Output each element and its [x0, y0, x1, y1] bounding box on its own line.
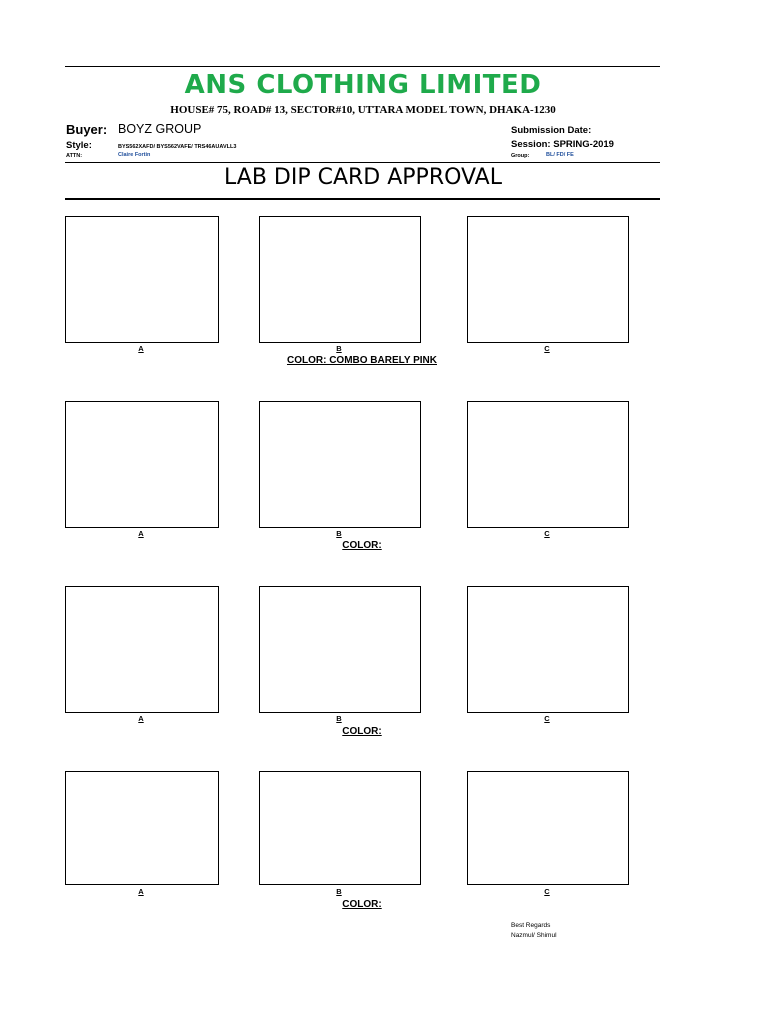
- swatch-box-c[interactable]: [467, 401, 629, 528]
- swatch-box-c[interactable]: [467, 586, 629, 713]
- title-bottom-rule: [65, 198, 660, 200]
- buyer-value: BOYZ GROUP: [118, 122, 202, 136]
- color-label: COLOR:: [342, 899, 382, 910]
- swatch-label-c: C: [544, 529, 550, 538]
- swatch-label-c: C: [544, 714, 550, 723]
- style-value: BYS562XAFD/ BYS562VAFE/ TRS46AUAVLL3: [118, 144, 237, 150]
- swatch-box-a[interactable]: [65, 771, 219, 885]
- submission-date-label: Submission Date:: [511, 125, 592, 136]
- swatch-box-a[interactable]: [65, 401, 219, 528]
- swatch-label-c: C: [544, 887, 550, 896]
- session-label: Session: SPRING-2019: [511, 139, 614, 150]
- attn-label: ATTN:: [66, 153, 83, 159]
- swatch-label-b: B: [336, 344, 342, 353]
- swatch-label-c: C: [544, 344, 550, 353]
- swatch-label-b: B: [336, 529, 342, 538]
- color-label: COLOR:: [342, 726, 382, 737]
- style-label: Style:: [66, 140, 92, 151]
- swatch-box-a[interactable]: [65, 586, 219, 713]
- swatch-label-a: A: [138, 887, 144, 896]
- swatch-box-b[interactable]: [259, 401, 421, 528]
- swatch-box-b[interactable]: [259, 586, 421, 713]
- company-address: HOUSE# 75, ROAD# 13, SECTOR#10, UTTARA MODEL TOWN, DHAKA-1230: [170, 104, 556, 116]
- best-regards: Best Regards: [511, 922, 551, 929]
- swatch-box-c[interactable]: [467, 771, 629, 885]
- swatch-label-a: A: [138, 529, 144, 538]
- signatory-names: Nazmul/ Shimul: [511, 932, 557, 939]
- swatch-label-a: A: [138, 344, 144, 353]
- buyer-label: Buyer:: [66, 122, 108, 137]
- swatch-box-c[interactable]: [467, 216, 629, 343]
- attn-value: Claire Fortin: [118, 152, 151, 158]
- swatch-box-b[interactable]: [259, 216, 421, 343]
- swatch-box-b[interactable]: [259, 771, 421, 885]
- company-name: ANS CLOTHING LIMITED: [184, 70, 542, 100]
- top-rule: [65, 66, 660, 67]
- page-title: LAB DIP CARD APPROVAL: [224, 165, 502, 190]
- swatch-box-a[interactable]: [65, 216, 219, 343]
- group-value: BL/ FD/ FE: [546, 152, 574, 158]
- swatch-label-a: A: [138, 714, 144, 723]
- group-label: Group:: [511, 153, 530, 159]
- title-top-rule: [65, 162, 660, 163]
- color-label: COLOR: COMBO BARELY PINK: [286, 355, 437, 366]
- swatch-label-b: B: [336, 714, 342, 723]
- color-label: COLOR:: [342, 540, 382, 551]
- swatch-label-b: B: [336, 887, 342, 896]
